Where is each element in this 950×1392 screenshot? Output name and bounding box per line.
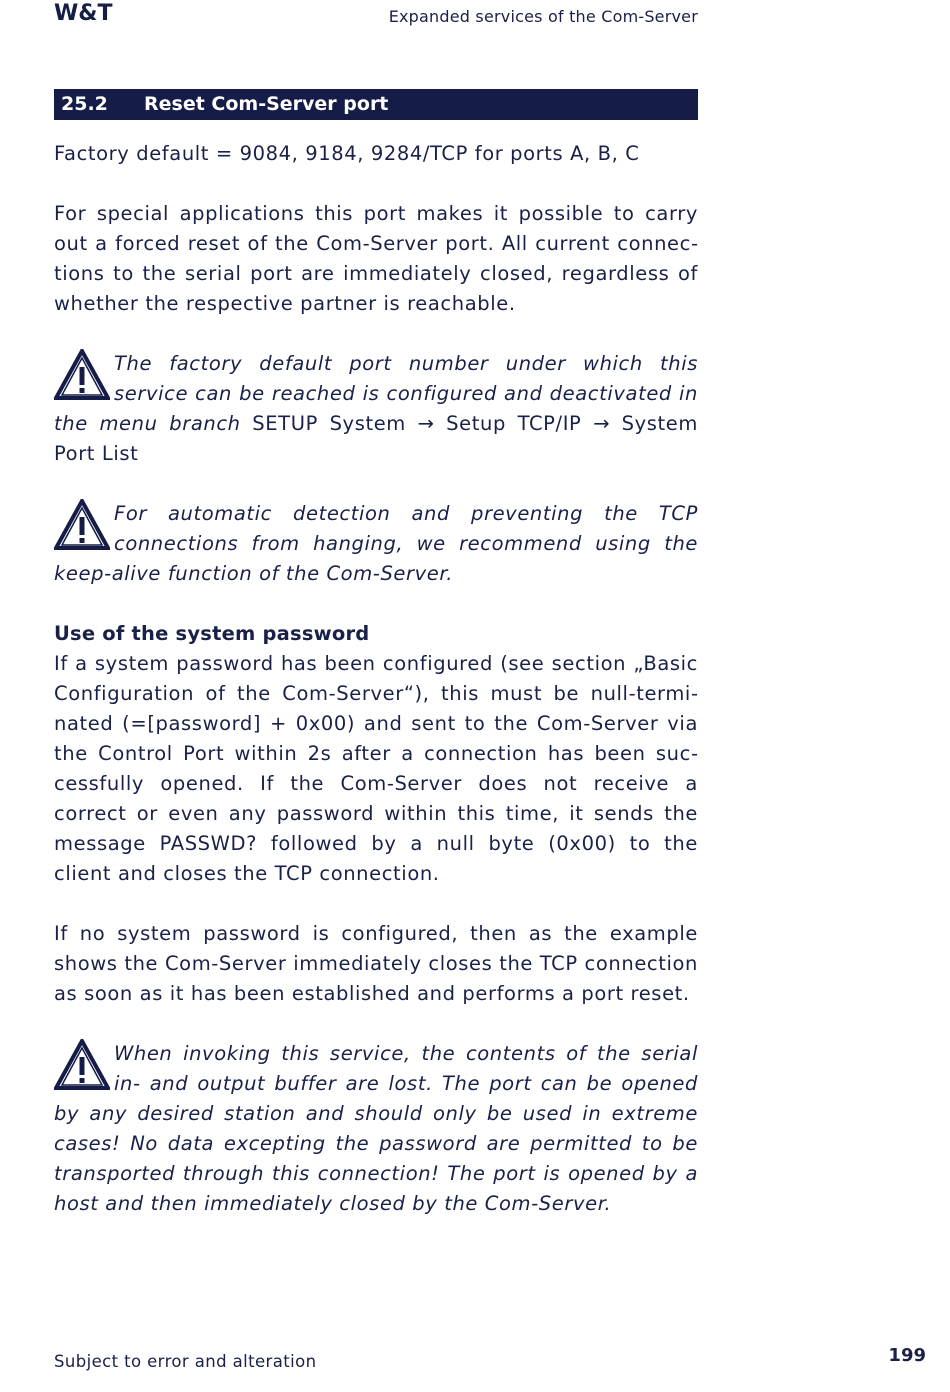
- warning-triangle-icon: [54, 1039, 110, 1091]
- brand-logo: W&T: [54, 1, 113, 26]
- warning-triangle-icon: [54, 499, 110, 551]
- section-number: 25.2: [61, 93, 108, 115]
- footer-disclaimer: Subject to error and alteration: [54, 1352, 317, 1371]
- subheading-system-password: Use of the system password: [54, 622, 370, 645]
- running-header-title: Expanded services of the Com-Server: [388, 7, 698, 26]
- page-number: 199: [888, 1345, 926, 1366]
- password-paragraph: If a system password has been configured (see section „Basic Configuration of the Com-Server“), this must be null-terminated (=[password] + 0x00) and sent to the Com-Server via the Control Port within 2s after a connection has been successfully opened. If the Com-Server does not receive a correct or even any password within this time, it sends the message PASSWD? followed by a null byte (0x00) to the client and closes the TCP connection.: [54, 652, 698, 885]
- section-title: Reset Com-Server port: [144, 93, 389, 115]
- note-port-config-menu-path: SETUP System → Setup TCP/IP → System Port List: [54, 412, 698, 465]
- note-buffer-loss-text: When invoking this service, the contents of the serial in- and output buffer are lost. The port can be opened by any desired station and should only be used in extreme cases! No data excepting the password are permitted to be transported through this connection! The port is opened by a host and then immediately closed by the Com-Server.: [54, 1042, 698, 1215]
- note-keep-alive-text: For automatic detection and preventing the TCP connections from hanging, we recommend using the keep-alive function of the Com-Server.: [54, 502, 698, 585]
- no-password-paragraph: If no system password is configured, then as the example shows the Com-Server immediately closes the TCP connection as soon as it has been established and performs a port reset.: [54, 922, 698, 1005]
- note-keep-alive: [54, 499, 698, 589]
- section-heading-bar: [54, 89, 698, 120]
- page-content: [54, 139, 698, 1249]
- warning-triangle-icon: [54, 349, 110, 401]
- note-buffer-loss: [54, 1039, 698, 1219]
- factory-default-line: Factory default = 9084, 9184, 9284/TCP for ports A, B, C: [54, 142, 640, 165]
- note-port-config: [54, 349, 698, 469]
- note-port-config-italic: The factory default port number under which this service can be reached is configured and deactivated in the menu branch: [54, 352, 698, 435]
- intro-paragraph: For special applications this port makes it possible to carry out a forced reset of the Com-Server port. All current connections to the serial port are immediately closed, regardless of whether the respective partner is reachable.: [54, 202, 698, 315]
